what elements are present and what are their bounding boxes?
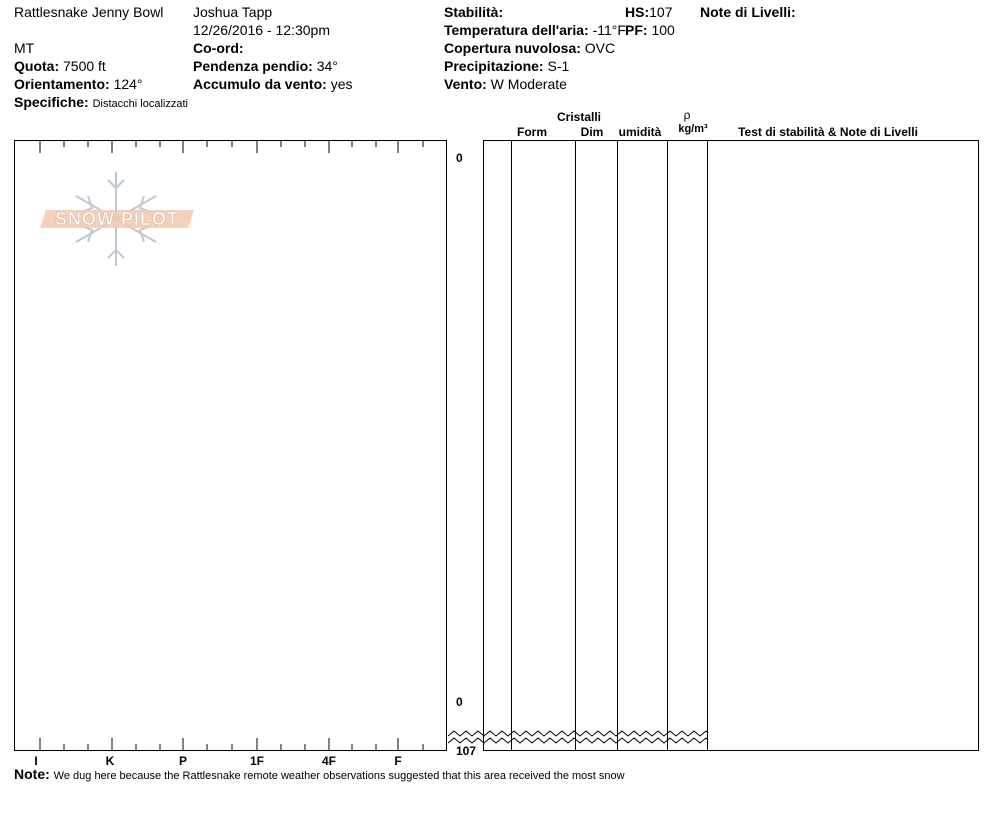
slope-label: Pendenza pendio:	[193, 58, 313, 74]
layer-table-columns	[512, 141, 708, 750]
hardness-label-k: K	[105, 754, 115, 768]
note-label: Note:	[14, 766, 50, 782]
depth-bottom-label: 0	[456, 695, 463, 709]
observer: Joshua Tapp	[193, 4, 273, 20]
state: MT	[14, 40, 35, 56]
air-temp-label: Temperatura dell'aria:	[444, 22, 589, 38]
hs-value: 107	[649, 4, 673, 20]
hardness-label-p: P	[178, 754, 188, 768]
crystals-header: Cristalli	[556, 110, 601, 124]
tests-header: Test di stabilità & Note di Livelli	[738, 125, 918, 139]
air-temp-value: -11°F	[592, 22, 626, 38]
pf-label: PF:	[625, 22, 648, 38]
density-symbol: ρ	[683, 108, 691, 122]
coord-label: Co-ord:	[193, 40, 244, 56]
form-header: Form	[517, 125, 547, 139]
depth-total-label: 107	[456, 744, 477, 758]
wind-label: Vento:	[444, 76, 487, 92]
precip-label: Precipitazione:	[444, 58, 544, 74]
wind-loading-label: Accumulo da vento:	[193, 76, 327, 92]
location-name: Rattlesnake Jenny Bowl	[14, 4, 164, 20]
profile-top-ticks	[40, 141, 423, 153]
specifics-label: Specifiche:	[14, 94, 89, 110]
hardness-label-4f: 4F	[321, 754, 337, 768]
hardness-label-i: I	[34, 754, 38, 768]
specifics-value: Distacchi localizzati	[92, 98, 188, 110]
profile-box	[15, 141, 447, 751]
note-text: We dug here because the Rattlesnake remote weather observations suggested that this area received the most snow	[53, 770, 625, 782]
layer-notes-label: Note di Livelli:	[700, 4, 796, 20]
aspect-value: 124°	[113, 76, 143, 92]
wind-value: W Moderate	[490, 76, 567, 92]
elevation-label: Quota:	[14, 58, 60, 74]
hardness-label-f: F	[394, 754, 402, 768]
moisture-header: umidità	[618, 125, 662, 139]
depth-break-marker	[448, 731, 708, 743]
depth-top-label: 0	[456, 151, 463, 165]
cloud-value: OVC	[584, 40, 616, 56]
hardness-label-1f: 1F	[249, 754, 265, 768]
note	[14, 766, 625, 782]
wind-loading-value: yes	[330, 76, 353, 92]
datetime: 12/26/2016 - 12:30pm	[193, 22, 330, 38]
aspect-label: Orientamento:	[14, 76, 110, 92]
density-header: kg/m³	[678, 123, 708, 135]
profile-bottom-ticks	[40, 738, 423, 750]
cloud-label: Copertura nuvolosa:	[444, 40, 581, 56]
elevation-value: 7500 ft	[63, 58, 106, 74]
pf-value: 100	[651, 22, 675, 38]
dim-header: Dim	[580, 125, 604, 139]
slope-value: 34°	[316, 58, 338, 74]
layer-table-box	[484, 141, 979, 751]
precip-value: S-1	[547, 58, 570, 74]
stability-label: Stabilità:	[444, 4, 504, 20]
logo-text: SNOW PILOT	[55, 209, 179, 229]
hs-label: HS:	[625, 4, 650, 20]
